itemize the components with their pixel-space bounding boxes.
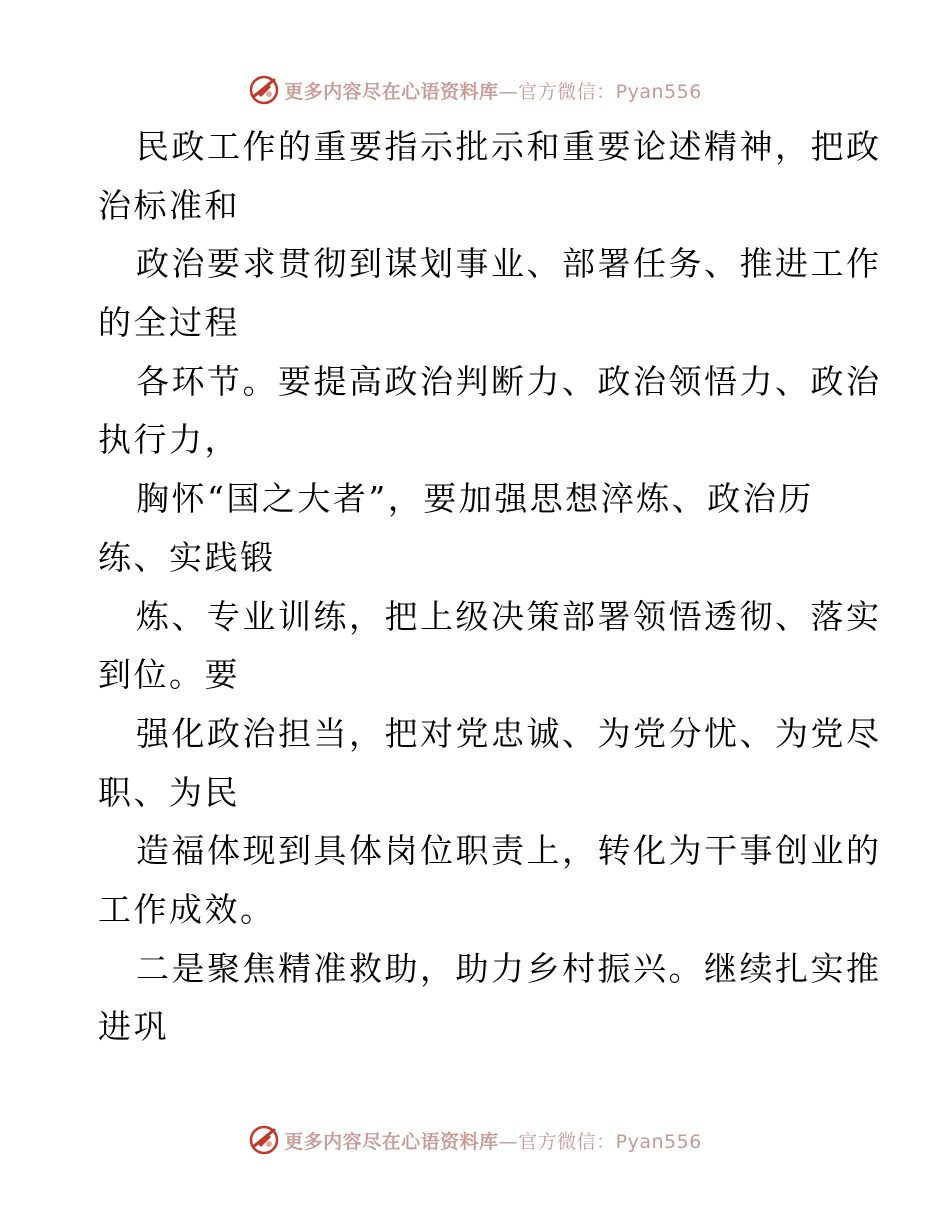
footer-banner-rest: —官方微信：Pyan556 <box>498 1130 702 1153</box>
body-line: 治标准和 <box>98 185 240 225</box>
body-line: 强化政治担当，把对党忠诚、为党分忧、为党尽 <box>136 713 882 753</box>
body-line: 执行力， <box>98 420 240 460</box>
body-line: 练、实践锻 <box>98 537 276 577</box>
body-line: 炼、专业训练，把上级决策部署领悟透彻、落实 <box>136 596 882 636</box>
document-body <box>98 118 882 1057</box>
footer-banner-text <box>284 1127 702 1154</box>
body-line: 民政工作的重要指示批示和重要论述精神，把政 <box>136 127 882 166</box>
body-line: 职、为民 <box>98 772 240 812</box>
body-line: 进巩 <box>98 1007 169 1047</box>
body-line: 的全过程 <box>98 303 240 343</box>
header-banner-text <box>284 77 702 104</box>
body-line: 胸怀“国之大者”，要加强思想淬炼、政治历 <box>136 479 814 519</box>
footer-banner-main: 更多内容尽在心语资料库 <box>284 1130 499 1153</box>
body-line: 到位。要 <box>98 655 240 695</box>
header-banner <box>0 70 950 110</box>
header-banner-main: 更多内容尽在心语资料库 <box>284 80 499 103</box>
body-line: 二是聚焦精准救助，助力乡村振兴。继续扎实推 <box>136 948 882 988</box>
footer-banner <box>0 1120 950 1160</box>
header-banner-rest: —官方微信：Pyan556 <box>498 80 702 103</box>
body-line: 工作成效。 <box>98 889 276 929</box>
pen-logo-icon <box>248 74 280 106</box>
body-line: 各环节。要提高政治判断力、政治领悟力、政治 <box>136 361 882 401</box>
body-line: 政治要求贯彻到谋划事业、部署任务、推进工作 <box>136 244 882 284</box>
body-line: 造福体现到具体岗位职责上，转化为干事创业的 <box>136 831 882 871</box>
pen-logo-icon <box>248 1124 280 1156</box>
